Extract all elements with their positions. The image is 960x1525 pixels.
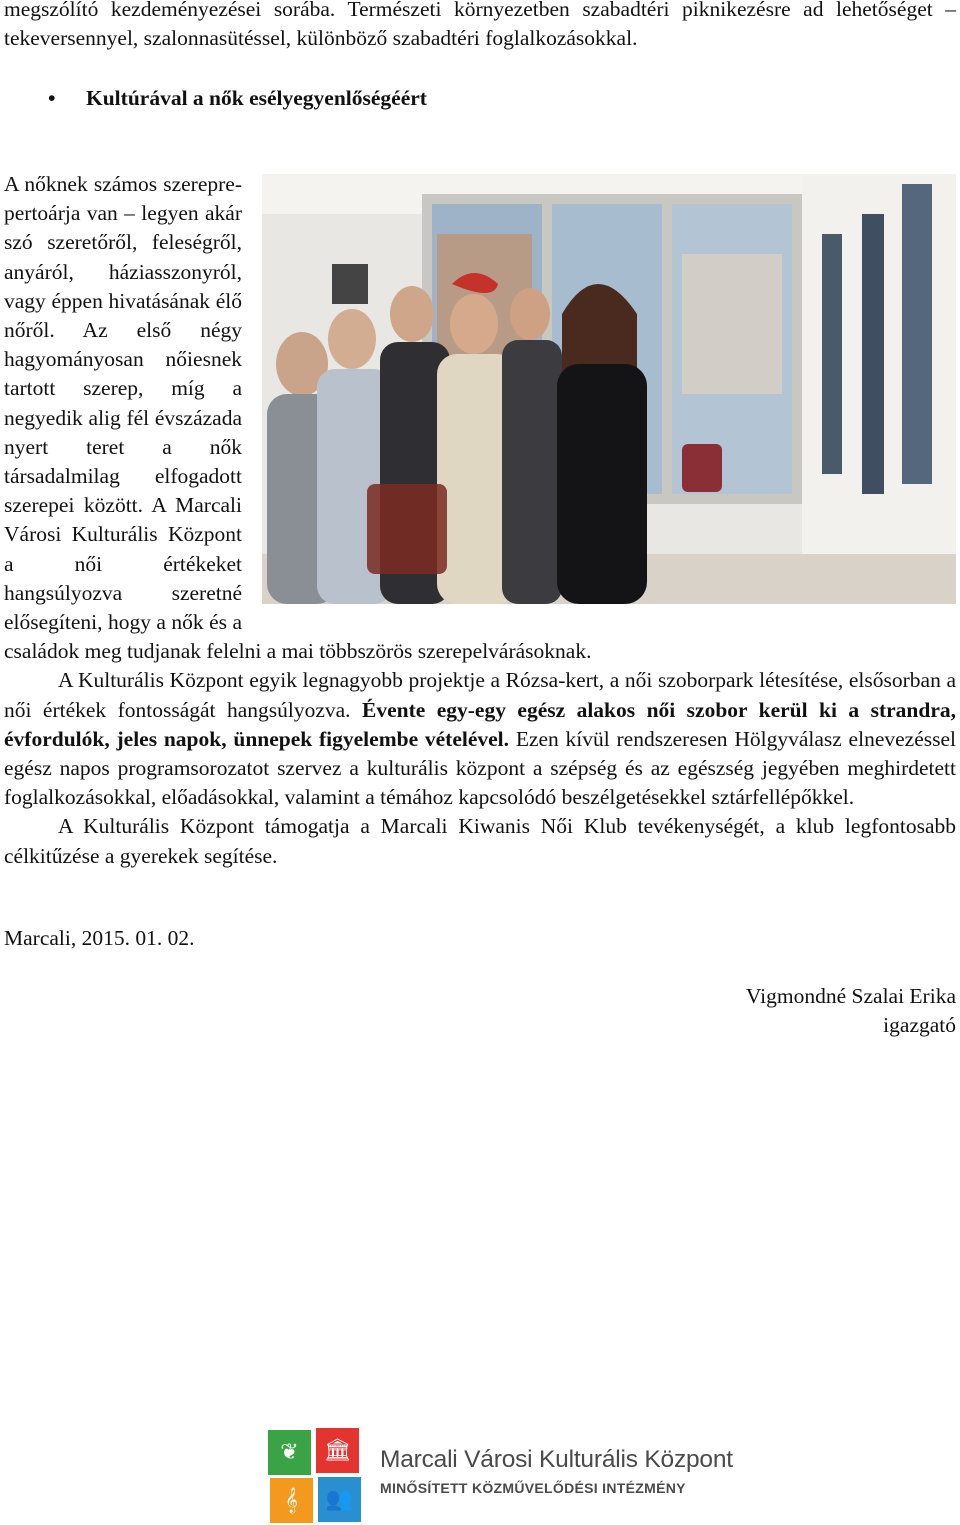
bullet-icon: • (48, 86, 56, 110)
projects-text-start: A Kulturális Központ egyik legnagyobb projektje a Rózsa-kert, a női szoborpark létesítése, elsősorban a női értékek fontosságát hangsúlyozva. (4, 668, 956, 722)
exhibition-photo (262, 174, 956, 604)
exhibition-photo-illustration (262, 174, 956, 604)
logo-name: Marcali Városi Kulturális Központ (380, 1446, 733, 1473)
paragraph-kiwanis: A Kulturális Központ támogatja a Marcali Kiwanis Női Klub tevékenységét, a klub legfontosabb célkitűzése a gyerekek segítése. (4, 814, 956, 868)
museum-icon: 🏛 (316, 1428, 359, 1473)
signature-block (746, 982, 956, 1040)
signatory-title: igazgató (883, 1013, 956, 1038)
logo-subtitle: MINŐSÍTETT KÖZMŰVELŐDÉSI INTÉZMÉNY (380, 1480, 686, 1496)
music-note-icon: 𝄞 (270, 1478, 313, 1523)
intro-paragraph: megszólító kezdeményezései sorába. Természeti környezetben szabadtéri piknikezésre ad lehetőséget – tekeversennyel, szalonnasütéssel, különböző szabadtéri foglalkozásokkal. (4, 0, 956, 51)
projects-text-bold: Évente egy-egy egész alakos női szobor kerül ki a strandra, évfordulók, jeles napok, ünnepek figyelembe vételével. (4, 697, 956, 751)
community-icon: 👥 (318, 1477, 361, 1522)
institution-logo (268, 1428, 733, 1524)
document-date: Marcali, 2015. 01. 02. (4, 926, 195, 950)
section-heading (48, 84, 427, 113)
dancers-icon: ❦ (268, 1430, 311, 1475)
signatory-name: Vigmondné Szalai Erika (745, 984, 956, 1008)
paragraph-roles: A nőknek számos szereprepertoárja van – legyen akár szó szeretőről, feleségről, anyáról, háziasszonyról, vagy éppen hivatásának élő nőről. Az első négy hagyományosan nőiesnek tartott szerep, míg a negyedik alig fél évszázada nyert teret a nők társadalmilag elfogadott szerepei között. A Marcali Városi Kulturális Központ a női értékeket hangsúlyozva szeretné elősegíteni, hogy a nők és a családok meg tudjanak felelni a mai többszörös szerepelvárásoknak. (4, 172, 592, 664)
projects-text-end: Ezen kívül rendszeresen Hölgyválasz elnevezéssel egész napos programsorozatot szervez a kulturális központ a szépség és az egészség jegyében meghirdetett foglalkozásokkal, előadásokkal, valamint a témához kapcsolódó beszélgetésekkel sztárfellépőkkel. (4, 726, 956, 810)
paragraph-projects (4, 666, 956, 812)
logo-tiles (268, 1428, 360, 1524)
article-body (4, 170, 956, 871)
section-heading-text: Kultúrával a nők esélyegyenlőségéért (86, 86, 427, 110)
